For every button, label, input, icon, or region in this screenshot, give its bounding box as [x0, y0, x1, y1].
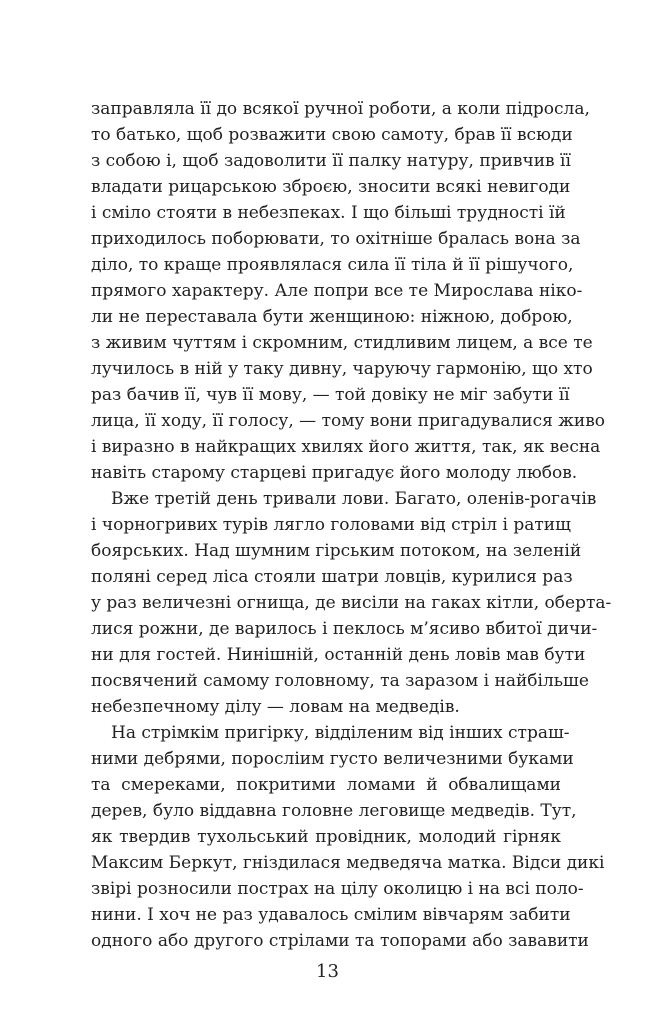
text-line: ними дебрями, поросліим густо величезними буками [91, 749, 574, 769]
text-line: і виразно в найкращих хвилях його життя, так, як весна [91, 437, 601, 457]
text-line: та смереками, покритими ломами й обвалищами [91, 775, 561, 795]
text-line: дерев, було віддавна головне леговище медведів. Тут, [91, 801, 577, 821]
text-line: нини. І хоч не раз удавалось смілим вівчарям забити [91, 905, 571, 925]
text-line: одного або другого стрілами та топорами або зававити [91, 931, 589, 951]
text-line: з собою і, щоб задоволити її палку натуру, привчив її [91, 151, 571, 171]
text-line: ли не переставала бути женщиною: ніжною, доброю, [91, 307, 573, 327]
text-line: діло, то краще проявлялася сила її тіла й її рішучого, [91, 255, 574, 275]
text-line: Максим Беркут, гніздилася медведяча матка. Відси дикі [91, 853, 605, 873]
text-line: прямого характеру. Але попри все те Мирослава ніко- [91, 281, 583, 301]
text-line: і чорногривих турів лягло головами від стріл і ратищ [91, 515, 571, 535]
text-line: звірі розносили пострах на цілу околицю і на всі поло- [91, 879, 584, 899]
text-line: навіть старому старцеві пригадує його молоду любов. [91, 463, 578, 483]
text-line: владати рицарською зброєю, зносити всякі невигоди [91, 177, 571, 197]
text-line: небезпечному ділу — ловам на медведів. [91, 697, 460, 717]
text-line: то батько, щоб розважити свою самоту, брав її всюди [91, 125, 573, 145]
text-line: лица, її ходу, її голосу, — тому вони пригадувалися живо [91, 411, 606, 431]
text-line: приходилось поборювати, то охітніше бралась вона за [91, 229, 581, 249]
text-line: ни для гостей. Нинішній, останній день ловів мав бути [91, 645, 586, 665]
text-line: боярських. Над шумним гірським потоком, на зеленій [91, 541, 582, 561]
text-line: як твердив тухольський провідник, молодий гірняк [91, 827, 561, 847]
text-line: Вже третій день тривали лови. Багато, оленів-рогачів [111, 489, 597, 509]
body-text [91, 96, 612, 954]
text-line: посвячений самому головному, та заразом і найбільше [91, 671, 589, 691]
text-line: у раз величезні огнища, де висіли на гаках кітли, оберта- [91, 593, 612, 613]
text-line: і сміло стояти в небезпеках. І що більші трудності їй [91, 203, 566, 223]
text-line: лися рожни, де варилось і пеклось м’ясиво вбитої дичи- [91, 619, 598, 639]
text-line: заправляла її до всякої ручної роботи, а коли підросла, [91, 99, 590, 119]
text-line: з живим чуттям і скромним, стидливим лицем, а все те [91, 333, 593, 353]
text-line: лучилось в ній у таку дивну, чаруючу гармонію, що хто [91, 359, 593, 379]
page-number: 13 [316, 961, 339, 982]
text-line: поляні серед ліса стояли шатри ловців, курилися раз [91, 567, 573, 587]
text-line: раз бачив її, чув її мову, — той довіку не міг забути її [91, 385, 570, 405]
text-line: На стрімкім пригірку, відділеним від інших страш- [111, 723, 570, 743]
